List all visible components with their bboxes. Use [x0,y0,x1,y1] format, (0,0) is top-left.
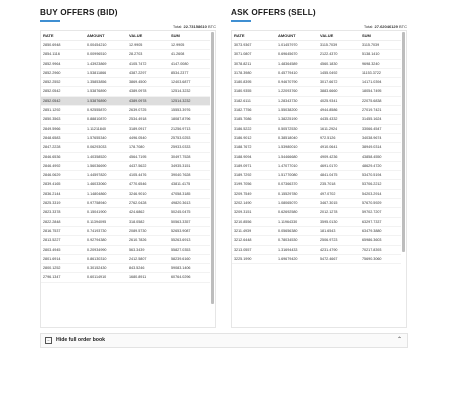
bid-panel [40,8,216,328]
value-cell: 2639.0725 [127,106,169,115]
value-cell: 4496.0540 [127,133,169,142]
bid-order-row[interactable] [41,68,210,77]
rate-cell: 2854.1116 [41,50,85,59]
ask-order-row[interactable] [232,68,401,77]
amount-cell: 0.92794380 [85,236,127,245]
value-cell: 4105.7472 [127,59,169,68]
value-cell: 4909.4236 [318,152,360,161]
rate-cell: 2800.1252 [41,264,85,273]
rate-cell: 3199.7056 [232,180,276,189]
value-cell: 3869.4500 [127,78,169,87]
value-cell: 2412.5807 [127,254,169,263]
ask-order-row[interactable] [232,50,401,59]
value-cell: 4770.6546 [127,180,169,189]
rate-cell: 3182.7756 [232,106,276,115]
amount-cell: 1.53811866 [85,68,127,77]
bid-order-row[interactable] [41,189,210,198]
ask-title: ASK OFFERS (SELL) [231,8,316,17]
sum-cell: 33066.4547 [360,124,401,133]
amount-cell: 0.07366370 [276,180,318,189]
rate-cell: 3185.7086 [232,115,276,124]
rate-cell: 2825.3319 [41,199,85,208]
ask-order-row[interactable] [232,254,401,263]
amount-cell: 0.88810870 [85,115,127,124]
amount-cell: 1.22093760 [276,87,318,96]
rate-cell: 3189.0971 [232,161,276,170]
bid-order-row[interactable] [41,217,210,226]
sum-cell: 38949.0314 [360,143,401,152]
sum-cell: 31455.1624 [360,115,401,124]
rate-cell: 2846.4992 [41,161,85,170]
ask-order-row[interactable] [232,124,401,133]
rate-cell: 2847.2228 [41,143,85,152]
sum-cell: 3115.7039 [360,41,401,50]
ask-order-row[interactable] [232,180,401,189]
rate-cell: 3073.9367 [232,41,276,50]
ask-order-row[interactable] [232,87,401,96]
ask-order-row[interactable] [232,78,401,87]
sum-cell: 43858.4550 [360,152,401,161]
sum-cell: 25933.0333 [169,143,210,152]
sum-cell: 50563.3357 [169,217,210,226]
sum-cell: 55827.0353 [169,245,210,254]
amount-cell: 0.45779410 [276,68,318,77]
bid-order-row[interactable] [41,171,210,180]
rate-cell: 3186.9012 [232,133,276,142]
bid-order-row[interactable] [41,226,210,235]
amount-cell: 0.15529780 [276,189,318,198]
sum-cell: 25753.0253 [169,133,210,142]
rate-cell: 3202.1490 [232,199,276,208]
amount-cell: 0.74193730 [85,226,127,235]
ask-total-value: 27.62046129 [374,24,398,29]
ask-order-row[interactable] [232,41,401,50]
amount-cell: 1.28343730 [276,96,318,105]
ask-order-row[interactable] [232,161,401,170]
bid-order-table-container[interactable] [40,30,216,328]
hide-order-book-bar[interactable] [40,333,408,348]
chevron-up-icon[interactable]: ⌃ [396,337,402,343]
amount-cell: 0.00454210 [85,41,127,50]
sum-cell: 30497.7528 [169,152,210,161]
bid-table-header [41,31,210,41]
value-cell: 3467.3015 [318,199,360,208]
sum-cell: 43811.4175 [169,180,210,189]
rate-cell: 2851.1292 [41,106,85,115]
rate-cell: 3186.5222 [232,124,276,133]
value-cell: 2506.9723 [318,236,360,245]
amount-cell: 1.69679420 [276,254,318,263]
rate-cell: 2823.3378 [41,208,85,217]
bid-order-row[interactable] [41,273,210,282]
ask-title-underline [231,20,251,22]
sum-cell: 34935.3151 [169,161,210,170]
sum-cell: 47058.3185 [169,189,210,198]
ask-scrollbar[interactable] [402,32,405,252]
value-cell: 3189.0917 [127,124,169,133]
ask-order-row[interactable] [232,236,401,245]
rate-cell: 2813.5227 [41,236,85,245]
value-cell: 2122.4370 [318,50,360,59]
sum-cell: 41.2608 [169,50,210,59]
value-cell: 424.6862 [127,208,169,217]
rate-cell: 3209.3151 [232,208,276,217]
amount-cell: 0.30152430 [85,264,127,273]
rate-cell: 2803.4945 [41,245,85,254]
sum-cell: 59083.1406 [169,264,210,273]
sum-cell: 60764.0296 [169,273,210,282]
amount-cell: 1.55038200 [276,106,318,115]
rate-cell: 2852.2960 [41,68,85,77]
bid-total-unit: BTC [208,24,216,29]
ask-order-row[interactable] [232,106,401,115]
amount-cell: 1.11964330 [276,217,318,226]
value-cell: 4944.8586 [318,106,360,115]
ask-order-row[interactable] [232,245,401,254]
rate-cell: 2846.0629 [41,171,85,180]
column-header: RATE [232,31,276,41]
amount-cell: 0.97758940 [85,199,127,208]
value-cell: 181.6543 [318,226,360,235]
value-cell: 563.3439 [127,245,169,254]
rate-cell: 3188.9094 [232,152,276,161]
bid-title-underline [40,20,60,22]
ask-order-row[interactable] [232,96,401,105]
column-header: VALUE [318,31,360,41]
rate-cell: 2852.2552 [41,78,85,87]
amount-cell: 1.08065070 [276,199,318,208]
value-cell: 4025.9341 [318,96,360,105]
bid-order-row[interactable] [41,161,210,170]
value-cell: 497.0702 [318,189,360,198]
ask-table-header [232,31,401,41]
sum-cell: 65986.3603 [360,236,401,245]
value-cell: 4105.4476 [127,171,169,180]
amount-cell: 0.69645670 [276,50,318,59]
amount-cell: 1.14804860 [85,189,127,198]
ask-order-row[interactable] [232,152,401,161]
ask-order-row[interactable] [232,143,401,152]
amount-cell: 1.47077010 [276,161,318,170]
value-cell: 4389.0978 [127,96,169,105]
ask-order-row[interactable] [232,59,401,68]
rate-cell: 2850.3563 [41,115,85,124]
sum-cell: 58239.6160 [169,254,210,263]
column-header: VALUE [127,31,169,41]
rate-cell: 3189.7292 [232,171,276,180]
rate-cell: 3212.6448 [232,236,276,245]
sum-cell: 57670.5929 [360,199,401,208]
bid-total-value: 22.73158610 [183,24,207,29]
value-cell: 1611.2924 [318,124,360,133]
column-header: SUM [169,31,210,41]
ask-order-row[interactable] [232,199,401,208]
amount-cell: 0.05656380 [276,226,318,235]
value-cell: 3017.6672 [318,78,360,87]
rate-cell: 3078.8211 [232,59,276,68]
sum-cell: 27019.7421 [360,106,401,115]
ask-order-row[interactable] [232,189,401,198]
ask-order-table [232,31,401,264]
value-cell: 972.5126 [318,133,360,142]
value-cell: 5472.4667 [318,254,360,263]
rate-cell: 2852.9964 [41,59,85,68]
amount-cell: 1.11211840 [85,124,127,133]
rate-cell: 2822.2848 [41,217,85,226]
amount-cell: 0.11394095 [85,217,127,226]
sum-cell: 22075.6838 [360,96,401,105]
bid-order-row[interactable] [41,96,210,105]
collapse-icon: − [45,337,52,344]
sum-cell: 4147.0080 [169,59,210,68]
value-cell: 4231.4790 [318,245,360,254]
ask-order-row[interactable] [232,208,401,217]
amount-cell: 1.40358520 [85,152,127,161]
sum-cell: 70217.8393 [360,245,401,254]
rate-cell: 3180.8395 [232,78,276,87]
value-cell: 3115.7039 [318,41,360,50]
amount-cell: 0.00996510 [85,50,127,59]
sum-cell: 9698.3240 [360,59,401,68]
ask-order-row[interactable] [232,217,401,226]
bid-order-row[interactable] [41,106,210,115]
ask-total-label: Total: [363,24,374,29]
rate-cell: 3225.1990 [232,254,276,263]
ask-total-unit: BTC [399,24,407,29]
ask-order-row[interactable] [232,171,401,180]
column-header: SUM [360,31,401,41]
sum-cell: 50245.0475 [169,208,210,217]
value-cell: 4435.4332 [318,115,360,124]
rate-cell: 2852.0542 [41,96,85,105]
amount-cell: 1.43923869 [85,59,127,68]
rate-cell: 3182.6111 [232,96,276,105]
value-cell: 2534.4918 [127,115,169,124]
value-cell: 2012.1278 [318,208,360,217]
rate-cell: 2839.4165 [41,180,85,189]
column-header: AMOUNT [276,31,318,41]
sum-cell: 53706.2212 [360,180,401,189]
bid-order-row[interactable] [41,78,210,87]
amount-cell: 1.38225190 [276,115,318,124]
amount-cell: 1.56036690 [85,161,127,170]
column-header: RATE [41,31,85,41]
value-cell: 4387.2297 [127,68,169,77]
rate-cell: 3178.3980 [232,68,276,77]
bid-order-row[interactable] [41,115,210,124]
value-cell: 4841.0475 [318,171,360,180]
rate-cell: 3188.7672 [232,143,276,152]
ask-order-table-container[interactable] [231,30,407,328]
column-header: AMOUNT [85,31,127,41]
value-cell: 2762.0428 [127,199,169,208]
rate-cell: 2796.1347 [41,273,85,282]
sum-cell: 11153.3722 [360,68,401,77]
amount-cell: 1.53980010 [276,143,318,152]
rate-cell: 3213.0557 [232,245,276,254]
amount-cell: 1.44597820 [85,171,127,180]
value-cell: 4389.0978 [127,87,169,96]
amount-cell: 1.48364589 [276,59,318,68]
amount-cell: 0.60114910 [85,273,127,282]
value-cell: 318.0582 [127,217,169,226]
sum-cell: 52653.9087 [169,226,210,235]
amount-cell: 0.06293033 [85,143,127,152]
bid-order-row[interactable] [41,208,210,217]
sum-cell: 8534.2377 [169,68,210,77]
hide-order-book-label: Hide full order book [56,337,105,343]
value-cell: 843.5246 [127,264,169,273]
bid-order-row[interactable] [41,124,210,133]
value-cell: 3883.6660 [318,87,360,96]
amount-cell: 1.51770080 [276,171,318,180]
amount-cell: 0.94670790 [276,78,318,87]
bid-order-row[interactable] [41,254,210,263]
sum-cell: 34038.9674 [360,133,401,142]
rate-cell: 2848.6583 [41,133,85,142]
amount-cell: 0.62692580 [276,208,318,217]
sum-cell: 12.9905 [169,41,210,50]
amount-cell: 0.15041900 [85,208,127,217]
rate-cell: 2836.2144 [41,189,85,198]
bid-order-row[interactable] [41,133,210,142]
value-cell: 178.7080 [127,143,169,152]
ask-panel [231,8,407,328]
ask-order-row[interactable] [232,115,401,124]
sum-cell: 15553.3976 [169,106,210,115]
amount-cell: 0.38518040 [276,133,318,142]
rate-cell: 2849.5966 [41,124,85,133]
bid-order-row[interactable] [41,87,210,96]
amount-cell: 1.57655340 [85,133,127,142]
sum-cell: 21256.9713 [169,124,210,133]
value-cell: 4691.0170 [318,161,360,170]
bid-scrollbar[interactable] [211,32,214,304]
bid-order-row[interactable] [41,180,210,189]
sum-cell: 54203.2914 [360,189,401,198]
value-cell: 4560.1830 [318,59,360,68]
amount-cell: 1.46033060 [85,180,127,189]
value-cell: 28.2703 [127,50,169,59]
sum-cell: 53470.5194 [360,171,401,180]
amount-cell: 0.86130310 [85,254,127,263]
value-cell: 4564.7195 [127,152,169,161]
bid-order-row[interactable] [41,50,210,59]
bid-title: BUY OFFERS (BID) [40,8,118,17]
sum-cell: 39040.7628 [169,171,210,180]
amount-cell: 1.53876890 [85,87,127,96]
rate-cell: 2816.7537 [41,226,85,235]
sum-cell: 48629.4720 [360,161,401,170]
sum-cell: 63297.7337 [360,217,401,226]
bid-order-row[interactable] [41,41,210,50]
sum-cell: 75690.3060 [360,254,401,263]
sum-cell: 18087.8796 [169,115,210,124]
sum-cell: 63479.3880 [360,226,401,235]
bid-total-label: Total: [172,24,183,29]
amount-cell: 0.92555870 [85,106,127,115]
value-cell: 4910.0641 [318,143,360,152]
amount-cell: 0.20934990 [85,245,127,254]
value-cell: 235.7018 [318,180,360,189]
value-cell: 1455.0492 [318,68,360,77]
rate-cell: 2846.6536 [41,152,85,161]
sum-cell: 12514.3232 [169,87,210,96]
bid-order-row[interactable] [41,59,210,68]
ask-order-row[interactable] [232,226,401,235]
bid-order-table [41,31,210,283]
bid-order-row[interactable] [41,199,210,208]
rate-cell: 2801.6914 [41,254,85,263]
sum-cell: 5138.1410 [360,50,401,59]
bid-order-row[interactable] [41,143,210,152]
amount-cell: 1.54466680 [276,152,318,161]
amount-cell: 0.78034530 [276,236,318,245]
value-cell: 1680.8911 [127,273,169,282]
value-cell: 3246.9010 [127,189,169,198]
bid-order-row[interactable] [41,264,210,273]
value-cell: 2089.5730 [127,226,169,235]
amount-cell: 1.35853856 [85,78,127,87]
amount-cell: 1.01457970 [276,41,318,50]
sum-cell: 49820.3613 [169,199,210,208]
rate-cell: 3180.9355 [232,87,276,96]
rate-cell: 3211.4939 [232,226,276,235]
amount-cell: 0.50572530 [276,124,318,133]
bid-order-row[interactable] [41,152,210,161]
value-cell: 12.9905 [127,41,169,50]
value-cell: 3595.0130 [318,217,360,226]
sum-cell: 12403.6877 [169,78,210,87]
rate-cell: 3210.8556 [232,217,276,226]
rate-cell: 2850.6948 [41,41,85,50]
amount-cell: 1.53876890 [85,96,127,105]
sum-cell: 12514.3232 [169,96,210,105]
rate-cell: 2852.0542 [41,87,85,96]
sum-cell: 55263.6913 [169,236,210,245]
bid-order-row[interactable] [41,236,210,245]
ask-order-row[interactable] [232,133,401,142]
bid-order-row[interactable] [41,245,210,254]
rate-cell: 3209.7549 [232,189,276,198]
sum-cell: 14171.0394 [360,78,401,87]
sum-cell: 18054.7495 [360,87,401,96]
sum-cell: 59702.7207 [360,208,401,217]
amount-cell: 1.31694433 [276,245,318,254]
value-cell: 2610.7826 [127,236,169,245]
rate-cell: 3071.0807 [232,50,276,59]
value-cell: 4437.5622 [127,161,169,170]
